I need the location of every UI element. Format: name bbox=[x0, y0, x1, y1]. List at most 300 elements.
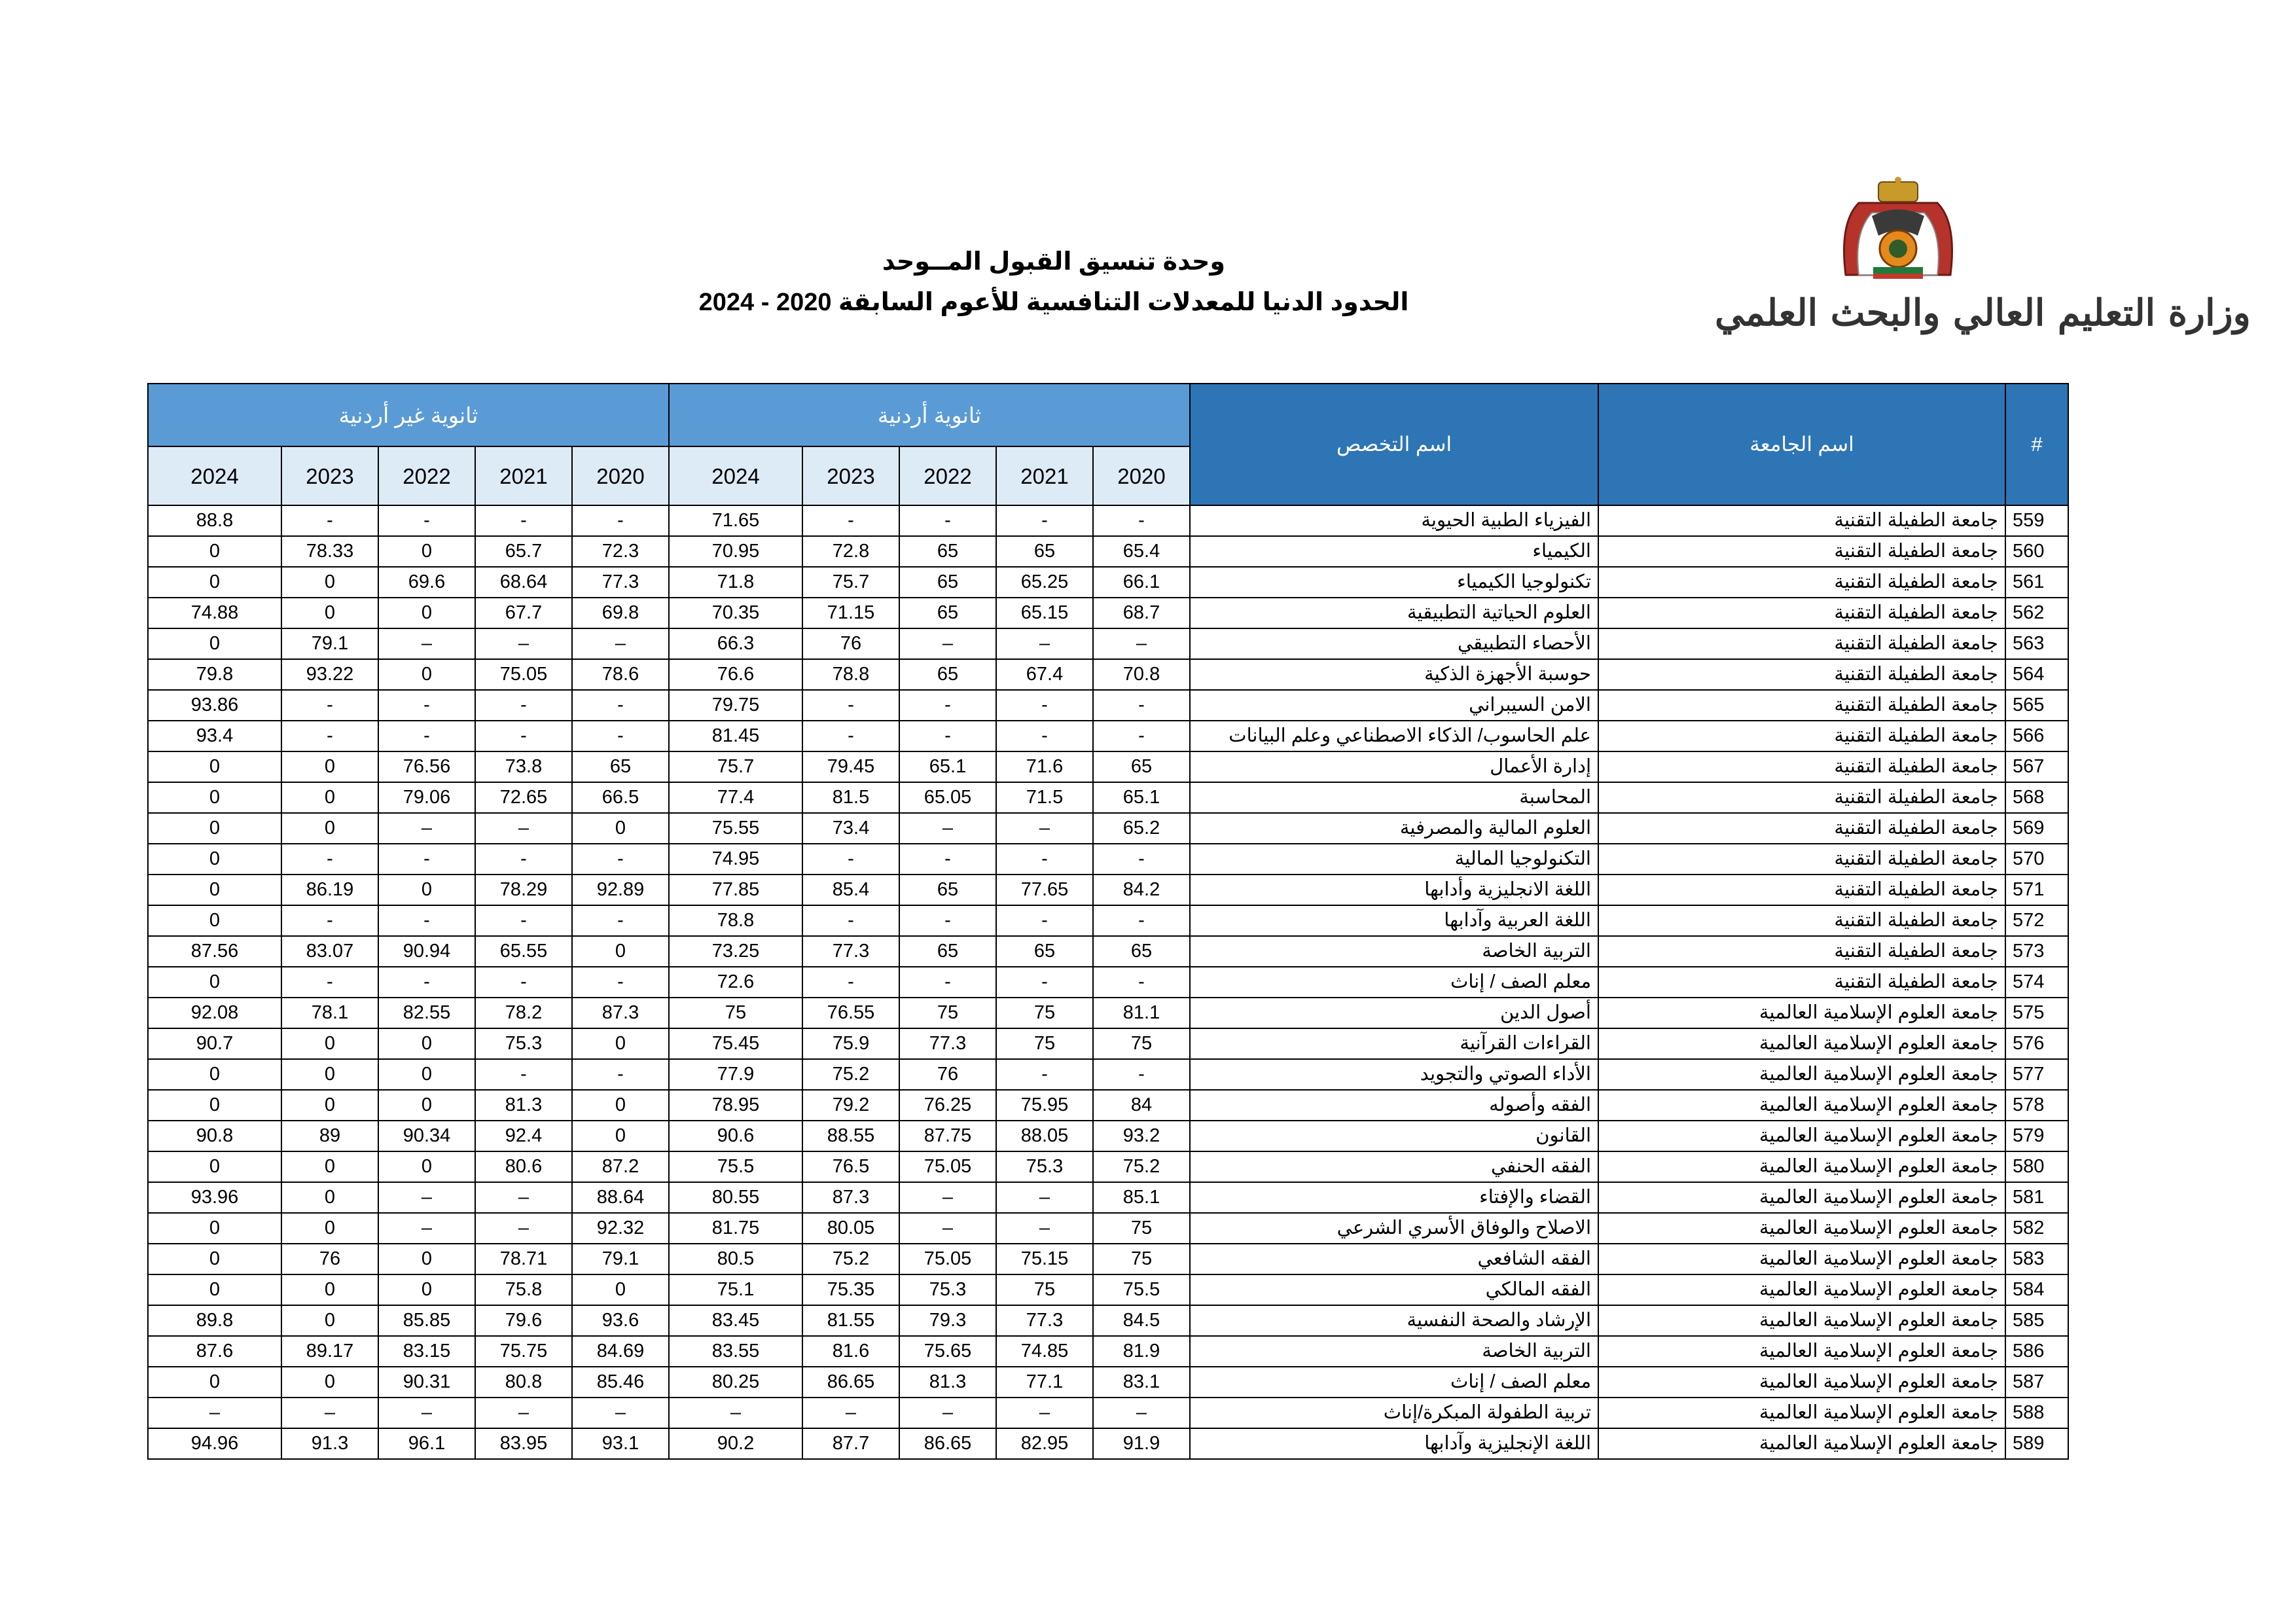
jordanian-rate-cell: 66.3 bbox=[669, 628, 802, 659]
non-jordanian-rate-cell: 67.7 bbox=[475, 598, 572, 628]
jordanian-rate-cell: 79.45 bbox=[802, 751, 899, 782]
non-jordanian-rate-cell: 0 bbox=[572, 1121, 669, 1151]
jordanian-rate-cell: 83.1 bbox=[1093, 1367, 1190, 1398]
non-jordanian-rate-cell: 87.6 bbox=[148, 1336, 281, 1367]
non-jordanian-rate-cell: 93.1 bbox=[572, 1428, 669, 1459]
jordanian-rate-cell: 86.65 bbox=[899, 1428, 996, 1459]
row-number-cell: 567 bbox=[2005, 751, 2068, 782]
year-header: 2021 bbox=[475, 446, 572, 505]
university-name-cell: جامعة العلوم الإسلامية العالمية bbox=[1598, 1428, 2005, 1459]
jordanian-rate-cell: 75 bbox=[996, 998, 1093, 1028]
university-name-cell: جامعة العلوم الإسلامية العالمية bbox=[1598, 1367, 2005, 1398]
jordanian-rate-cell: - bbox=[1093, 967, 1190, 998]
row-number-cell: 572 bbox=[2005, 905, 2068, 936]
non-jordanian-rate-cell: 91.3 bbox=[281, 1428, 378, 1459]
jordanian-rate-cell: 80.05 bbox=[802, 1213, 899, 1244]
major-name-cell: العلوم المالية والمصرفية bbox=[1190, 813, 1598, 844]
table-row bbox=[148, 1274, 2068, 1305]
jordanian-rate-cell: – bbox=[996, 813, 1093, 844]
jordanian-rate-cell: 65 bbox=[899, 536, 996, 567]
jordanian-rate-cell: – bbox=[996, 1398, 1093, 1428]
university-name-cell: جامعة الطفيلة التقنية bbox=[1598, 628, 2005, 659]
ministry-logo bbox=[1715, 177, 2251, 360]
table-row bbox=[148, 751, 2068, 782]
non-jordanian-rate-cell: 0 bbox=[572, 936, 669, 967]
table-row bbox=[148, 505, 2068, 536]
jordanian-rate-cell: 83.55 bbox=[669, 1336, 802, 1367]
jordanian-rate-cell: – bbox=[899, 628, 996, 659]
non-jordanian-rate-cell: 0 bbox=[572, 1090, 669, 1121]
row-number-cell: 562 bbox=[2005, 598, 2068, 628]
jordanian-rate-cell: – bbox=[996, 1213, 1093, 1244]
non-jordanian-rate-cell: 80.6 bbox=[475, 1151, 572, 1182]
table-row bbox=[148, 1059, 2068, 1090]
non-jordanian-rate-cell: – bbox=[378, 1213, 475, 1244]
row-number-cell: 563 bbox=[2005, 628, 2068, 659]
jordanian-rate-cell: 79.3 bbox=[899, 1305, 996, 1336]
jordanian-rate-cell: 66.1 bbox=[1093, 567, 1190, 598]
jordanian-rate-cell: - bbox=[1093, 505, 1190, 536]
jordanian-rate-cell: 85.4 bbox=[802, 875, 899, 905]
major-name-cell: معلم الصف / إناث bbox=[1190, 967, 1598, 998]
major-name-cell: الامن السيبراني bbox=[1190, 690, 1598, 721]
column-header-major: اسم التخصص bbox=[1190, 384, 1598, 505]
jordanian-rate-cell: 77.9 bbox=[669, 1059, 802, 1090]
jordanian-rate-cell: 75 bbox=[1093, 1028, 1190, 1059]
table-row bbox=[148, 721, 2068, 751]
non-jordanian-rate-cell: 92.89 bbox=[572, 875, 669, 905]
university-name-cell: جامعة الطفيلة التقنية bbox=[1598, 936, 2005, 967]
jordanian-rate-cell: - bbox=[996, 1059, 1093, 1090]
table-row bbox=[148, 1305, 2068, 1336]
ministry-name: وزارة التعليم العالي والبحث العلمي bbox=[1715, 291, 2251, 334]
jordanian-rate-cell: 65 bbox=[899, 875, 996, 905]
non-jordanian-rate-cell: 74.88 bbox=[148, 598, 281, 628]
non-jordanian-rate-cell: 0 bbox=[281, 1059, 378, 1090]
row-number-cell: 582 bbox=[2005, 1213, 2068, 1244]
jordanian-rate-cell: 71.5 bbox=[996, 782, 1093, 813]
jordanian-rate-cell: 71.65 bbox=[669, 505, 802, 536]
jordanian-rate-cell: 77.4 bbox=[669, 782, 802, 813]
jordanian-rate-cell: 73.25 bbox=[669, 936, 802, 967]
non-jordanian-rate-cell: 79.1 bbox=[281, 628, 378, 659]
coat-of-arms-icon bbox=[1833, 177, 1964, 285]
jordanian-rate-cell: 65 bbox=[899, 659, 996, 690]
major-name-cell: الفقه الشافعي bbox=[1190, 1244, 1598, 1274]
non-jordanian-rate-cell: 96.1 bbox=[378, 1428, 475, 1459]
jordanian-rate-cell: 70.8 bbox=[1093, 659, 1190, 690]
column-header-number: # bbox=[2005, 384, 2068, 505]
university-name-cell: جامعة العلوم الإسلامية العالمية bbox=[1598, 1274, 2005, 1305]
non-jordanian-rate-cell: - bbox=[281, 905, 378, 936]
non-jordanian-rate-cell: 88.64 bbox=[572, 1182, 669, 1213]
row-number-cell: 586 bbox=[2005, 1336, 2068, 1367]
non-jordanian-rate-cell: 83.15 bbox=[378, 1336, 475, 1367]
non-jordanian-rate-cell: 0 bbox=[572, 1028, 669, 1059]
jordanian-rate-cell: 65.4 bbox=[1093, 536, 1190, 567]
non-jordanian-rate-cell: 84.69 bbox=[572, 1336, 669, 1367]
non-jordanian-rate-cell: 92.08 bbox=[148, 998, 281, 1028]
jordanian-rate-cell: 75.3 bbox=[996, 1151, 1093, 1182]
row-number-cell: 589 bbox=[2005, 1428, 2068, 1459]
university-name-cell: جامعة العلوم الإسلامية العالمية bbox=[1598, 1090, 2005, 1121]
jordanian-rate-cell: - bbox=[899, 721, 996, 751]
university-name-cell: جامعة الطفيلة التقنية bbox=[1598, 721, 2005, 751]
year-header: 2024 bbox=[669, 446, 802, 505]
non-jordanian-rate-cell: 0 bbox=[281, 567, 378, 598]
non-jordanian-rate-cell: 88.8 bbox=[148, 505, 281, 536]
non-jordanian-rate-cell: 79.1 bbox=[572, 1244, 669, 1274]
non-jordanian-rate-cell: 90.34 bbox=[378, 1121, 475, 1151]
jordanian-rate-cell: 76.55 bbox=[802, 998, 899, 1028]
table-row bbox=[148, 598, 2068, 628]
non-jordanian-rate-cell: 0 bbox=[572, 813, 669, 844]
jordanian-rate-cell: 71.15 bbox=[802, 598, 899, 628]
non-jordanian-rate-cell: 85.85 bbox=[378, 1305, 475, 1336]
non-jordanian-rate-cell: 76 bbox=[281, 1244, 378, 1274]
non-jordanian-rate-cell: - bbox=[281, 721, 378, 751]
jordanian-rate-cell: 71.6 bbox=[996, 751, 1093, 782]
jordanian-rate-cell: – bbox=[899, 813, 996, 844]
row-number-cell: 579 bbox=[2005, 1121, 2068, 1151]
jordanian-rate-cell: 86.65 bbox=[802, 1367, 899, 1398]
non-jordanian-rate-cell: – bbox=[572, 1398, 669, 1428]
university-name-cell: جامعة الطفيلة التقنية bbox=[1598, 505, 2005, 536]
row-number-cell: 564 bbox=[2005, 659, 2068, 690]
non-jordanian-rate-cell: 80.8 bbox=[475, 1367, 572, 1398]
jordanian-rate-cell: 75.55 bbox=[669, 813, 802, 844]
university-name-cell: جامعة الطفيلة التقنية bbox=[1598, 751, 2005, 782]
non-jordanian-rate-cell: 78.33 bbox=[281, 536, 378, 567]
row-number-cell: 578 bbox=[2005, 1090, 2068, 1121]
table-row bbox=[148, 875, 2068, 905]
jordanian-rate-cell: 73.4 bbox=[802, 813, 899, 844]
jordanian-rate-cell: – bbox=[1093, 628, 1190, 659]
university-name-cell: جامعة الطفيلة التقنية bbox=[1598, 875, 2005, 905]
row-number-cell: 565 bbox=[2005, 690, 2068, 721]
major-name-cell: تربية الطفولة المبكرة/إناث bbox=[1190, 1398, 1598, 1428]
jordanian-rate-cell: 81.9 bbox=[1093, 1336, 1190, 1367]
table-row bbox=[148, 690, 2068, 721]
table-row bbox=[148, 844, 2068, 875]
non-jordanian-rate-cell: 72.3 bbox=[572, 536, 669, 567]
jordanian-rate-cell: 76.5 bbox=[802, 1151, 899, 1182]
jordanian-rate-cell: - bbox=[1093, 844, 1190, 875]
non-jordanian-rate-cell: - bbox=[572, 1059, 669, 1090]
row-number-cell: 569 bbox=[2005, 813, 2068, 844]
jordanian-rate-cell: - bbox=[802, 844, 899, 875]
major-name-cell: القانون bbox=[1190, 1121, 1598, 1151]
jordanian-rate-cell: 80.5 bbox=[669, 1244, 802, 1274]
group-header-non-jordanian: ثانوية غير أردنية bbox=[148, 384, 669, 446]
row-number-cell: 570 bbox=[2005, 844, 2068, 875]
non-jordanian-rate-cell: - bbox=[572, 721, 669, 751]
year-header: 2024 bbox=[148, 446, 281, 505]
jordanian-rate-cell: 81.45 bbox=[669, 721, 802, 751]
university-name-cell: جامعة العلوم الإسلامية العالمية bbox=[1598, 1121, 2005, 1151]
non-jordanian-rate-cell: 79.8 bbox=[148, 659, 281, 690]
jordanian-rate-cell: 82.95 bbox=[996, 1428, 1093, 1459]
table-row bbox=[148, 1244, 2068, 1274]
jordanian-rate-cell: 65 bbox=[1093, 936, 1190, 967]
major-name-cell: الأداء الصوتي والتجويد bbox=[1190, 1059, 1598, 1090]
table-row bbox=[148, 967, 2068, 998]
jordanian-rate-cell: 75 bbox=[996, 1274, 1093, 1305]
non-jordanian-rate-cell: 78.71 bbox=[475, 1244, 572, 1274]
table-row bbox=[148, 782, 2068, 813]
university-name-cell: جامعة العلوم الإسلامية العالمية bbox=[1598, 1336, 2005, 1367]
jordanian-rate-cell: 78.95 bbox=[669, 1090, 802, 1121]
major-name-cell: التربية الخاصة bbox=[1190, 1336, 1598, 1367]
jordanian-rate-cell: 78.8 bbox=[669, 905, 802, 936]
non-jordanian-rate-cell: 0 bbox=[148, 844, 281, 875]
row-number-cell: 581 bbox=[2005, 1182, 2068, 1213]
non-jordanian-rate-cell: 0 bbox=[378, 1090, 475, 1121]
jordanian-rate-cell: 72.6 bbox=[669, 967, 802, 998]
jordanian-rate-cell: 80.25 bbox=[669, 1367, 802, 1398]
table-row bbox=[148, 998, 2068, 1028]
non-jordanian-rate-cell: 0 bbox=[148, 813, 281, 844]
non-jordanian-rate-cell: - bbox=[281, 505, 378, 536]
non-jordanian-rate-cell: 0 bbox=[148, 1059, 281, 1090]
non-jordanian-rate-cell: 93.6 bbox=[572, 1305, 669, 1336]
non-jordanian-rate-cell: 93.86 bbox=[148, 690, 281, 721]
non-jordanian-rate-cell: 0 bbox=[378, 875, 475, 905]
major-name-cell: اللغة الانجليزية وأدابها bbox=[1190, 875, 1598, 905]
non-jordanian-rate-cell: 0 bbox=[281, 598, 378, 628]
major-name-cell: اللغة الإنجليزية وآدابها bbox=[1190, 1428, 1598, 1459]
non-jordanian-rate-cell: - bbox=[475, 905, 572, 936]
non-jordanian-rate-cell: 0 bbox=[148, 628, 281, 659]
jordanian-rate-cell: – bbox=[899, 1398, 996, 1428]
non-jordanian-rate-cell: 0 bbox=[148, 1367, 281, 1398]
major-name-cell: علم الحاسوب/ الذكاء الاصطناعي وعلم البيانات bbox=[1190, 721, 1598, 751]
non-jordanian-rate-cell: 90.7 bbox=[148, 1028, 281, 1059]
non-jordanian-rate-cell: - bbox=[572, 505, 669, 536]
non-jordanian-rate-cell: – bbox=[475, 628, 572, 659]
non-jordanian-rate-cell: 78.2 bbox=[475, 998, 572, 1028]
university-name-cell: جامعة العلوم الإسلامية العالمية bbox=[1598, 1151, 2005, 1182]
jordanian-rate-cell: 70.95 bbox=[669, 536, 802, 567]
jordanian-rate-cell: 75.45 bbox=[669, 1028, 802, 1059]
jordanian-rate-cell: - bbox=[996, 967, 1093, 998]
jordanian-rate-cell: 76 bbox=[802, 628, 899, 659]
jordanian-rate-cell: - bbox=[1093, 721, 1190, 751]
table-row bbox=[148, 567, 2068, 598]
major-name-cell: الكيمياء bbox=[1190, 536, 1598, 567]
non-jordanian-rate-cell: 93.96 bbox=[148, 1182, 281, 1213]
non-jordanian-rate-cell: – bbox=[378, 1182, 475, 1213]
admission-rates-table bbox=[147, 383, 2069, 1460]
non-jordanian-rate-cell: – bbox=[148, 1398, 281, 1428]
university-name-cell: جامعة الطفيلة التقنية bbox=[1598, 782, 2005, 813]
jordanian-rate-cell: 93.2 bbox=[1093, 1121, 1190, 1151]
jordanian-rate-cell: - bbox=[802, 721, 899, 751]
non-jordanian-rate-cell: 0 bbox=[148, 1151, 281, 1182]
non-jordanian-rate-cell: 0 bbox=[378, 1244, 475, 1274]
jordanian-rate-cell: 74.85 bbox=[996, 1336, 1093, 1367]
non-jordanian-rate-cell: 0 bbox=[281, 1305, 378, 1336]
university-name-cell: جامعة العلوم الإسلامية العالمية bbox=[1598, 1059, 2005, 1090]
non-jordanian-rate-cell: - bbox=[378, 505, 475, 536]
jordanian-rate-cell: - bbox=[802, 967, 899, 998]
jordanian-rate-cell: 65.1 bbox=[1093, 782, 1190, 813]
jordanian-rate-cell: 75.7 bbox=[802, 567, 899, 598]
jordanian-rate-cell: - bbox=[802, 905, 899, 936]
university-name-cell: جامعة الطفيلة التقنية bbox=[1598, 844, 2005, 875]
table-row bbox=[148, 1151, 2068, 1182]
jordanian-rate-cell: 83.45 bbox=[669, 1305, 802, 1336]
non-jordanian-rate-cell: 0 bbox=[378, 1151, 475, 1182]
jordanian-rate-cell: 75.95 bbox=[996, 1090, 1093, 1121]
major-name-cell: التربية الخاصة bbox=[1190, 936, 1598, 967]
non-jordanian-rate-cell: - bbox=[281, 967, 378, 998]
non-jordanian-rate-cell: 75.05 bbox=[475, 659, 572, 690]
non-jordanian-rate-cell: - bbox=[378, 721, 475, 751]
row-number-cell: 568 bbox=[2005, 782, 2068, 813]
university-name-cell: جامعة العلوم الإسلامية العالمية bbox=[1598, 1244, 2005, 1274]
jordanian-rate-cell: 68.7 bbox=[1093, 598, 1190, 628]
table-row bbox=[148, 905, 2068, 936]
non-jordanian-rate-cell: 87.56 bbox=[148, 936, 281, 967]
non-jordanian-rate-cell: 75.8 bbox=[475, 1274, 572, 1305]
university-name-cell: جامعة العلوم الإسلامية العالمية bbox=[1598, 1028, 2005, 1059]
jordanian-rate-cell: 75.5 bbox=[669, 1151, 802, 1182]
university-name-cell: جامعة الطفيلة التقنية bbox=[1598, 690, 2005, 721]
jordanian-rate-cell: - bbox=[1093, 690, 1190, 721]
table-row bbox=[148, 1090, 2068, 1121]
non-jordanian-rate-cell: 0 bbox=[572, 1274, 669, 1305]
row-number-cell: 573 bbox=[2005, 936, 2068, 967]
non-jordanian-rate-cell: 75.75 bbox=[475, 1336, 572, 1367]
non-jordanian-rate-cell: 89 bbox=[281, 1121, 378, 1151]
row-number-cell: 577 bbox=[2005, 1059, 2068, 1090]
jordanian-rate-cell: 75.1 bbox=[669, 1274, 802, 1305]
document-heading bbox=[655, 242, 1453, 323]
non-jordanian-rate-cell: 79.6 bbox=[475, 1305, 572, 1336]
major-name-cell: التكنولوجيا المالية bbox=[1190, 844, 1598, 875]
non-jordanian-rate-cell: 0 bbox=[378, 536, 475, 567]
table-row bbox=[148, 1213, 2068, 1244]
university-name-cell: جامعة الطفيلة التقنية bbox=[1598, 967, 2005, 998]
jordanian-rate-cell: 81.1 bbox=[1093, 998, 1190, 1028]
non-jordanian-rate-cell: - bbox=[378, 690, 475, 721]
jordanian-rate-cell: 85.1 bbox=[1093, 1182, 1190, 1213]
non-jordanian-rate-cell: 83.95 bbox=[475, 1428, 572, 1459]
row-number-cell: 561 bbox=[2005, 567, 2068, 598]
non-jordanian-rate-cell: 0 bbox=[378, 1028, 475, 1059]
jordanian-rate-cell: 75 bbox=[899, 998, 996, 1028]
non-jordanian-rate-cell: – bbox=[475, 1213, 572, 1244]
jordanian-rate-cell: 75.65 bbox=[899, 1336, 996, 1367]
jordanian-rate-cell: 65.15 bbox=[996, 598, 1093, 628]
jordanian-rate-cell: 88.55 bbox=[802, 1121, 899, 1151]
jordanian-rate-cell: 75.05 bbox=[899, 1151, 996, 1182]
non-jordanian-rate-cell: 92.32 bbox=[572, 1213, 669, 1244]
jordanian-rate-cell: 77.1 bbox=[996, 1367, 1093, 1398]
university-name-cell: جامعة الطفيلة التقنية bbox=[1598, 813, 2005, 844]
major-name-cell: أصول الدين bbox=[1190, 998, 1598, 1028]
jordanian-rate-cell: - bbox=[802, 505, 899, 536]
jordanian-rate-cell: 65.05 bbox=[899, 782, 996, 813]
non-jordanian-rate-cell: 0 bbox=[281, 782, 378, 813]
jordanian-rate-cell: 77.3 bbox=[802, 936, 899, 967]
jordanian-rate-cell: 65 bbox=[1093, 751, 1190, 782]
jordanian-rate-cell: 65 bbox=[899, 598, 996, 628]
major-name-cell: الفقه المالكي bbox=[1190, 1274, 1598, 1305]
table-row bbox=[148, 1398, 2068, 1428]
non-jordanian-rate-cell: 78.1 bbox=[281, 998, 378, 1028]
major-name-cell: القراءات القرآنية bbox=[1190, 1028, 1598, 1059]
jordanian-rate-cell: - bbox=[996, 690, 1093, 721]
row-number-cell: 587 bbox=[2005, 1367, 2068, 1398]
jordanian-rate-cell: 75 bbox=[1093, 1244, 1190, 1274]
jordanian-rate-cell: 76.6 bbox=[669, 659, 802, 690]
jordanian-rate-cell: - bbox=[899, 690, 996, 721]
non-jordanian-rate-cell: 85.46 bbox=[572, 1367, 669, 1398]
jordanian-rate-cell: 87.7 bbox=[802, 1428, 899, 1459]
jordanian-rate-cell: 77.85 bbox=[669, 875, 802, 905]
year-header: 2020 bbox=[572, 446, 669, 505]
non-jordanian-rate-cell: - bbox=[475, 690, 572, 721]
year-header: 2023 bbox=[802, 446, 899, 505]
jordanian-rate-cell: 65 bbox=[899, 567, 996, 598]
jordanian-rate-cell: 72.8 bbox=[802, 536, 899, 567]
jordanian-rate-cell: 78.8 bbox=[802, 659, 899, 690]
non-jordanian-rate-cell: 0 bbox=[281, 1182, 378, 1213]
jordanian-rate-cell: 75.9 bbox=[802, 1028, 899, 1059]
table-row bbox=[148, 1428, 2068, 1459]
jordanian-rate-cell: 65.25 bbox=[996, 567, 1093, 598]
jordanian-rate-cell: - bbox=[899, 505, 996, 536]
page-title: وحدة تنسيق القبول المــوحد bbox=[882, 248, 1226, 276]
jordanian-rate-cell: 84.5 bbox=[1093, 1305, 1190, 1336]
non-jordanian-rate-cell: 76.56 bbox=[378, 751, 475, 782]
major-name-cell: الإرشاد والصحة النفسية bbox=[1190, 1305, 1598, 1336]
jordanian-rate-cell: 65 bbox=[996, 536, 1093, 567]
non-jordanian-rate-cell: 0 bbox=[281, 813, 378, 844]
non-jordanian-rate-cell: 0 bbox=[378, 1059, 475, 1090]
non-jordanian-rate-cell: 66.5 bbox=[572, 782, 669, 813]
non-jordanian-rate-cell: 0 bbox=[148, 875, 281, 905]
non-jordanian-rate-cell: - bbox=[475, 1059, 572, 1090]
table-row bbox=[148, 1336, 2068, 1367]
row-number-cell: 571 bbox=[2005, 875, 2068, 905]
jordanian-rate-cell: 90.2 bbox=[669, 1428, 802, 1459]
non-jordanian-rate-cell: 68.64 bbox=[475, 567, 572, 598]
jordanian-rate-cell: 67.4 bbox=[996, 659, 1093, 690]
non-jordanian-rate-cell: 0 bbox=[148, 1274, 281, 1305]
non-jordanian-rate-cell: 86.19 bbox=[281, 875, 378, 905]
non-jordanian-rate-cell: 0 bbox=[281, 1213, 378, 1244]
jordanian-rate-cell: 75.2 bbox=[802, 1059, 899, 1090]
university-name-cell: جامعة الطفيلة التقنية bbox=[1598, 598, 2005, 628]
jordanian-rate-cell: 76 bbox=[899, 1059, 996, 1090]
non-jordanian-rate-cell: 83.07 bbox=[281, 936, 378, 967]
jordanian-rate-cell: 75.15 bbox=[996, 1244, 1093, 1274]
university-name-cell: جامعة الطفيلة التقنية bbox=[1598, 905, 2005, 936]
row-number-cell: 585 bbox=[2005, 1305, 2068, 1336]
university-name-cell: جامعة الطفيلة التقنية bbox=[1598, 536, 2005, 567]
non-jordanian-rate-cell: 65 bbox=[572, 751, 669, 782]
non-jordanian-rate-cell: 69.8 bbox=[572, 598, 669, 628]
jordanian-rate-cell: – bbox=[669, 1398, 802, 1428]
non-jordanian-rate-cell: – bbox=[281, 1398, 378, 1428]
table-row bbox=[148, 813, 2068, 844]
non-jordanian-rate-cell: 0 bbox=[148, 1244, 281, 1274]
university-name-cell: جامعة العلوم الإسلامية العالمية bbox=[1598, 1398, 2005, 1428]
jordanian-rate-cell: 77.3 bbox=[996, 1305, 1093, 1336]
